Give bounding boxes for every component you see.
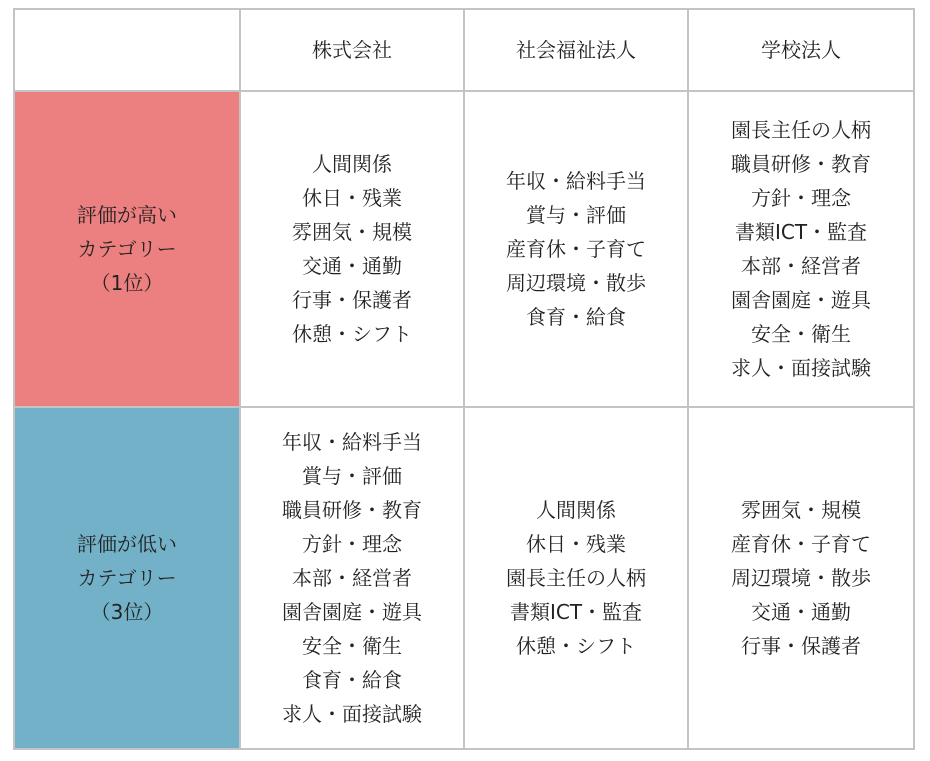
category-item: 職員研修・教育 bbox=[731, 152, 871, 176]
cell-low-shakai-fukushi-hojin bbox=[464, 407, 688, 749]
category-item: 本部・経営者 bbox=[292, 566, 412, 590]
row-low-rated bbox=[14, 407, 914, 749]
category-item: 書類ICT・監査 bbox=[509, 600, 643, 624]
category-item: 方針・理念 bbox=[302, 532, 402, 556]
cell-high-kabushiki-gaisha bbox=[240, 91, 464, 407]
cell-low-gakko-hojin bbox=[688, 407, 914, 749]
category-item: 休憩・シフト bbox=[292, 322, 412, 346]
category-item: 休日・残業 bbox=[302, 186, 402, 210]
category-item: 年収・給料手当 bbox=[282, 430, 422, 454]
row-label-low bbox=[14, 407, 240, 749]
category-item: 交通・通勤 bbox=[302, 254, 402, 278]
row-high-rated bbox=[14, 91, 914, 407]
row-label-line: カテゴリー bbox=[77, 566, 177, 590]
category-item: 人間関係 bbox=[312, 152, 392, 176]
category-item: 求人・面接試験 bbox=[282, 702, 422, 726]
category-item: 行事・保護者 bbox=[292, 288, 412, 312]
category-rating-table bbox=[13, 8, 915, 750]
row-label-line: （3位） bbox=[90, 600, 164, 624]
row-label-high bbox=[14, 91, 240, 407]
category-item: 園舎園庭・遊具 bbox=[282, 600, 422, 624]
category-item: 交通・通勤 bbox=[751, 600, 851, 624]
category-item: 周辺環境・散歩 bbox=[731, 566, 871, 590]
category-item: 食育・給食 bbox=[526, 305, 626, 329]
row-label-line: （1位） bbox=[90, 271, 164, 295]
category-item: 賞与・評価 bbox=[526, 203, 626, 227]
category-item: 周辺環境・散歩 bbox=[506, 271, 646, 295]
category-item: 方針・理念 bbox=[751, 186, 851, 210]
category-item: 休日・残業 bbox=[526, 532, 626, 556]
cell-high-gakko-hojin bbox=[688, 91, 914, 407]
header-shakai-fukushi-hojin: 社会福祉法人 bbox=[464, 9, 688, 91]
row-label-line: 評価が高い bbox=[77, 203, 177, 227]
category-item: 園長主任の人柄 bbox=[506, 566, 646, 590]
category-item: 産育休・子育て bbox=[731, 532, 871, 556]
header-corner-cell bbox=[14, 9, 240, 91]
category-item: 行事・保護者 bbox=[741, 634, 861, 658]
category-item: 人間関係 bbox=[536, 498, 616, 522]
category-item: 本部・経営者 bbox=[741, 254, 861, 278]
category-item: 書類ICT・監査 bbox=[734, 220, 868, 244]
category-item: 食育・給食 bbox=[302, 668, 402, 692]
cell-high-shakai-fukushi-hojin bbox=[464, 91, 688, 407]
category-item: 産育休・子育て bbox=[506, 237, 646, 261]
category-item: 安全・衛生 bbox=[302, 634, 402, 658]
category-item: 年収・給料手当 bbox=[506, 169, 646, 193]
row-label-line: カテゴリー bbox=[77, 237, 177, 261]
category-item: 休憩・シフト bbox=[516, 634, 636, 658]
category-item: 求人・面接試験 bbox=[731, 356, 871, 380]
category-item: 安全・衛生 bbox=[751, 322, 851, 346]
category-item: 職員研修・教育 bbox=[282, 498, 422, 522]
category-item: 雰囲気・規模 bbox=[741, 498, 861, 522]
header-gakko-hojin: 学校法人 bbox=[688, 9, 914, 91]
category-item: 雰囲気・規模 bbox=[292, 220, 412, 244]
category-item: 賞与・評価 bbox=[302, 464, 402, 488]
row-label-line: 評価が低い bbox=[77, 532, 177, 556]
category-item: 園舎園庭・遊具 bbox=[731, 288, 871, 312]
category-item: 園長主任の人柄 bbox=[731, 118, 871, 142]
header-row bbox=[14, 9, 914, 91]
cell-low-kabushiki-gaisha bbox=[240, 407, 464, 749]
header-kabushiki-gaisha: 株式会社 bbox=[240, 9, 464, 91]
